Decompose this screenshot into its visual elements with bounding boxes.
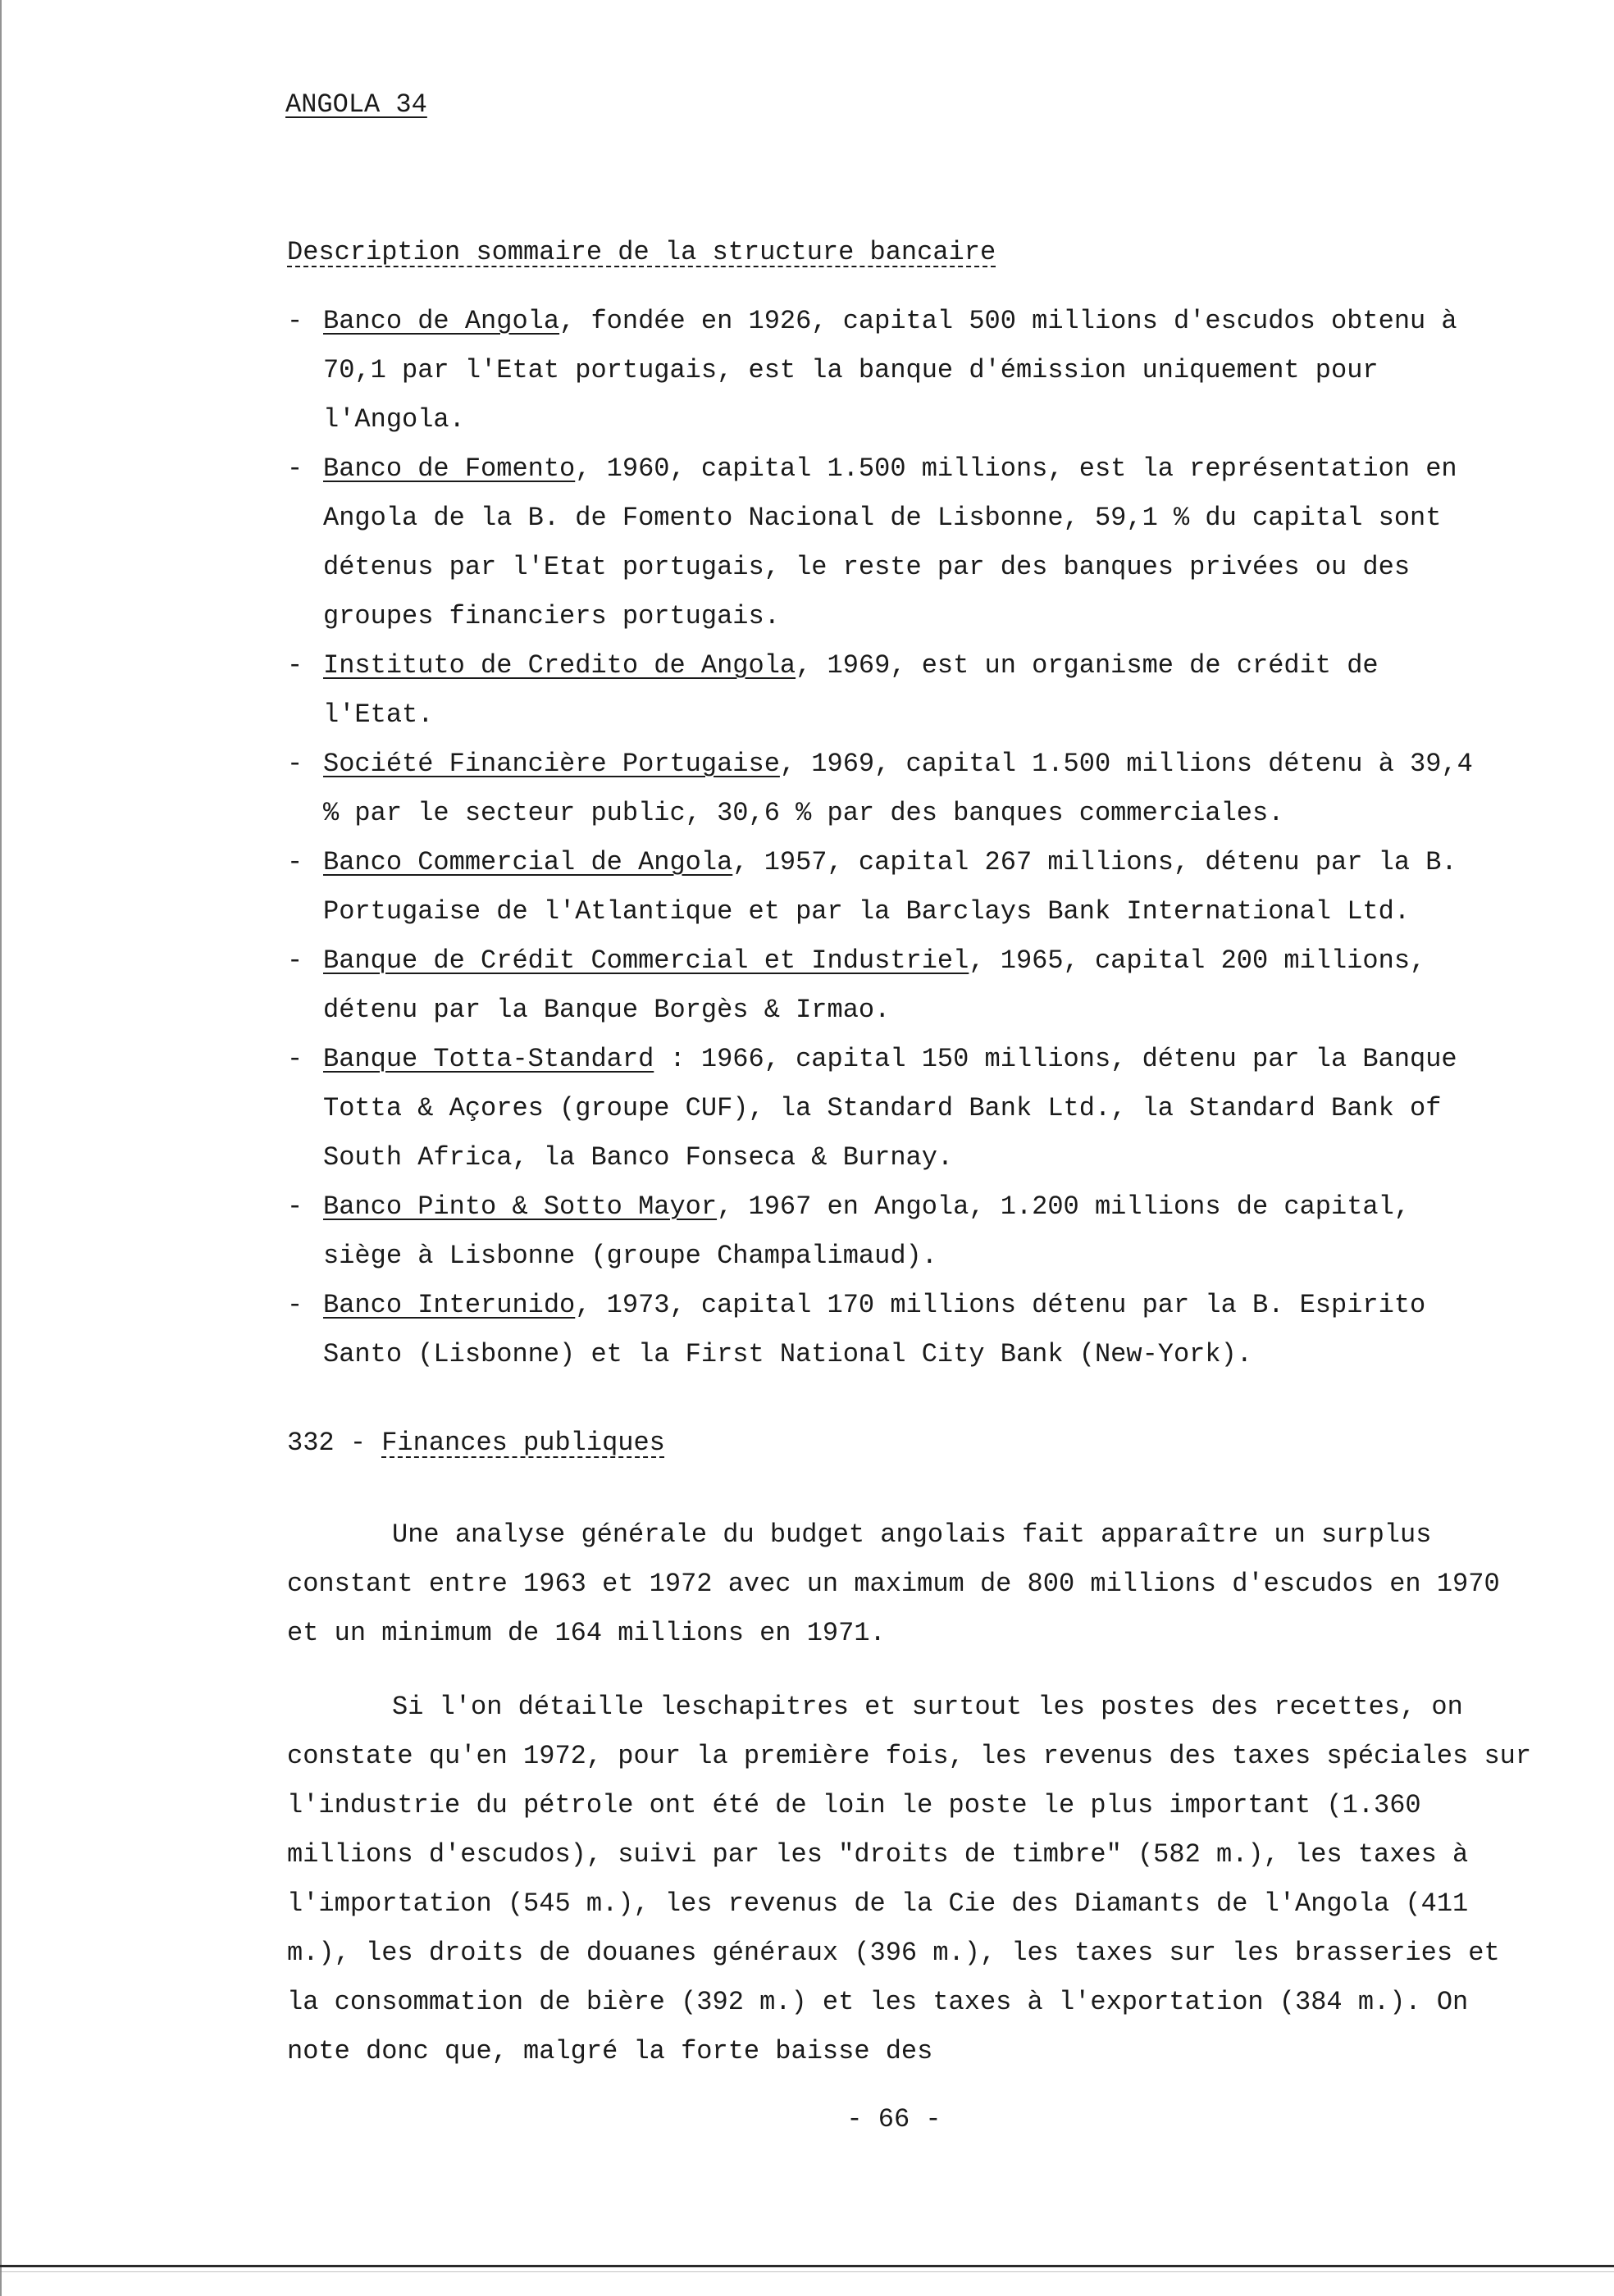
scan-left-edge — [0, 0, 2, 2296]
bank-description: , 1973, capital 170 millions détenu par la B. Espirito Santo (Lisbonne) et la First National City Bank (New-York). — [323, 1290, 1426, 1369]
section-title: Description sommaire de la structure bancaire — [287, 237, 996, 267]
list-item — [287, 1182, 1501, 1281]
bank-name: Banco Pinto & Sotto Mayor — [323, 1191, 718, 1222]
list-dash: - — [287, 650, 303, 681]
page-number: - 66 - — [846, 2104, 942, 2134]
section-heading-332 — [287, 1427, 665, 1460]
list-item — [287, 641, 1501, 740]
list-item — [287, 1035, 1501, 1182]
bank-name: Banco Commercial de Angola — [323, 847, 733, 877]
section-number: 332 - — [287, 1428, 382, 1458]
list-item — [287, 1281, 1501, 1379]
list-dash: - — [287, 1044, 303, 1074]
bank-description: , fondée en 1926, capital 500 millions d'escudos obtenu à 70,1 par l'Etat portugais, est la banque d'émission uniquement pour l'Angola. — [323, 306, 1457, 435]
scan-bottom-rule-faint — [0, 2271, 1614, 2272]
bank-name: Banco de Angola — [323, 306, 560, 336]
list-dash: - — [287, 749, 303, 779]
bank-name: Banque de Crédit Commercial et Industriel — [323, 945, 969, 976]
bank-name: Banco Interunido — [323, 1290, 576, 1320]
body-paragraph: Une analyse générale du budget angolais fait apparaître un surplus constant entre 1963 et 1972 avec un maximum de 800 millions d'escudos en 1970 et un minimum de 164 millions en 1971. — [287, 1519, 1500, 1648]
list-dash: - — [287, 1290, 303, 1320]
section-heading-title: Finances publiques — [381, 1428, 665, 1458]
bank-name: Banque Totta-Standard — [323, 1044, 654, 1074]
list-dash: - — [287, 306, 303, 336]
list-item — [287, 740, 1501, 838]
scan-bottom-rule — [0, 2265, 1614, 2267]
body-paragraph: Si l'on détaille leschapitres et surtout les postes des recettes, on constate qu'en 1972, pour la première fois, les revenus des taxes spéciales sur l'industrie du pétrole ont été de loin le poste le plus important (1.360 millions d'escudos), suivi par les "droits de timbre" (582 m.), les taxes à l'importation (545 m.), les revenus de la Cie des Diamants de l'Angola (411 m.), les droits de douanes généraux (396 m.), les taxes sur les brasseries et la consommation de bière (392 m.) et les taxes à l'exportation (384 m.). On note donc que, malgré la forte baisse des — [287, 1692, 1532, 2066]
list-item — [287, 838, 1501, 936]
bank-description: : 1966, capital 150 millions, détenu par la Banque Totta & Açores (groupe CUF), la Standard Bank Ltd., la Standard Bank of South Africa, la Banco Fonseca & Burnay. — [323, 1044, 1457, 1173]
list-dash: - — [287, 847, 303, 877]
list-item — [287, 444, 1501, 641]
bank-description: , 1969, est un organisme de crédit de l'Etat. — [323, 650, 1379, 730]
bank-description: , 1957, capital 267 millions, détenu par la B. Portugaise de l'Atlantique et par la Barclays Bank International Ltd. — [323, 847, 1457, 927]
bank-name: Société Financière Portugaise — [323, 749, 780, 779]
bank-description: , 1969, capital 1.500 millions détenu à 39,4 % par le secteur public, 30,6 % par des banques commerciales. — [323, 749, 1473, 828]
bank-list — [287, 297, 1501, 1379]
bank-name: Banco de Fomento — [323, 453, 576, 484]
bank-name: Instituto de Credito de Angola — [323, 650, 796, 681]
list-item — [287, 936, 1501, 1035]
bank-description: , 1967 en Angola, 1.200 millions de capital, siège à Lisbonne (groupe Champalimaud). — [323, 1191, 1411, 1271]
bank-description: , 1965, capital 200 millions, détenu par la Banque Borgès & Irmao. — [323, 945, 1426, 1025]
list-dash: - — [287, 1191, 303, 1222]
list-dash: - — [287, 945, 303, 976]
list-dash: - — [287, 453, 303, 484]
list-item — [287, 297, 1501, 444]
bank-description: , 1960, capital 1.500 millions, est la représentation en Angola de la B. de Fomento Nacional de Lisbonne, 59,1 % du capital sont détenus par l'Etat portugais, le reste par des banques privées ou des groupes financiers portugais. — [323, 453, 1457, 631]
running-header: ANGOLA 34 — [285, 89, 427, 120]
